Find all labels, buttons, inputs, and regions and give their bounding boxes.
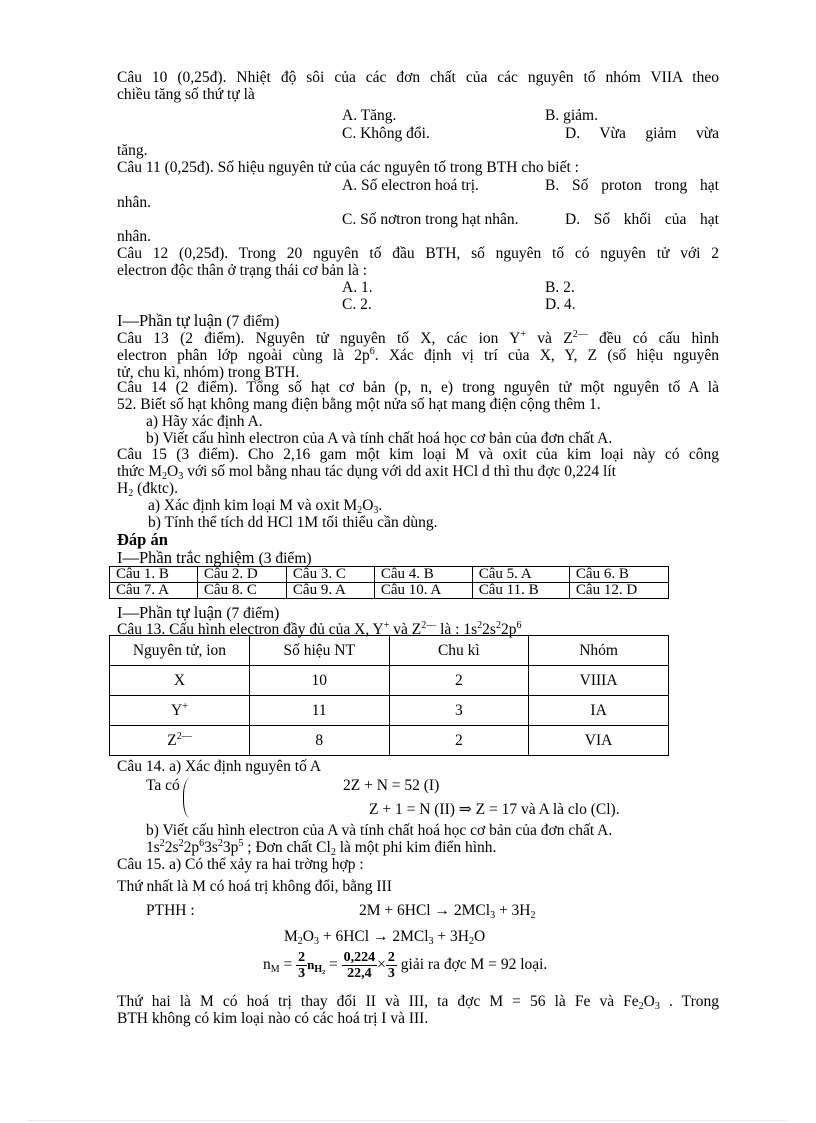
answer-cell: Câu 11. B xyxy=(472,583,569,599)
q10-option-d: D. Vừa giảm vừa xyxy=(565,125,719,142)
part1-heading: I—Phần trắc nghiệm (3 điểm) xyxy=(117,548,312,567)
table-row xyxy=(110,666,669,696)
answer-cell: Câu 6. B xyxy=(569,567,668,583)
q11-line1: Câu 11 (0,25đ). Số hiệu nguyên tử của các nguyên tố trong BTH cho biết : xyxy=(117,159,579,176)
answer-cell: Câu 5. A xyxy=(472,567,569,583)
q13-line1: Câu 13 (2 điểm). Nguyên tử nguyên tố X, các ion Y+ và $Z^{2—}$ đều có cấu hình xyxy=(117,329,720,347)
period-cell: 2 xyxy=(389,666,529,696)
implies-icon: ⇒ xyxy=(458,801,472,818)
s14-config: $1s^22s^22p^63s^23p^5$ ; Đơn chất $Cl_2$ là một phi kim điển hình. xyxy=(146,838,497,858)
s15-pthh: PTHH : xyxy=(146,902,195,919)
position-table xyxy=(109,635,669,756)
q14-line1: Câu 14 (2 điểm). Tổng số hạt cơ bản (p, n, e) trong nguyên tử một nguyên tố A là xyxy=(117,379,719,396)
q15-part-b: b) Tính thể tích dd HCl 1M tối thiểu cần dùng. xyxy=(148,514,438,531)
q10-cont: tăng. xyxy=(117,142,148,159)
q14-part-a: a) Hãy xác định A. xyxy=(146,413,263,430)
page-edge xyxy=(28,1120,788,1121)
part2-heading: I—Phần tự luận (7 điểm) xyxy=(117,311,280,330)
table-row xyxy=(110,696,669,726)
q12-line1: Câu 12 (0,25đ). Trong 20 nguyên tố đầu BTH, số nguyên tố có nguyên tử với 2 xyxy=(117,245,719,262)
answer-cell: Câu 2. D xyxy=(197,567,286,583)
atomic-number-cell: 10 xyxy=(249,666,389,696)
fraction: $\frac{2}{3}$ xyxy=(298,949,306,981)
q13-line2: electron phân lớp ngoài cùng là $2p^6$. Xác định vị trí của X, Y, Z (số hiệu nguyên xyxy=(117,346,719,364)
s15-line3: Thứ hai là M có hoá trị thay đổi II và III, ta đợc M = 56 là Fe và $Fe_2O_3$ . Trong xyxy=(117,993,719,1012)
s15-line4: BTH không có kim loại nào có các hoá trị I và III. xyxy=(117,1010,429,1027)
q10-option-c: C. Không đổi. xyxy=(342,125,430,142)
s14-taco: Ta có xyxy=(146,777,180,794)
q11-option-b: B. Số proton trong hạt xyxy=(545,177,719,194)
header-cell: Nguyên tử, ion xyxy=(110,636,250,666)
q12-option-c: C. 2. xyxy=(342,296,372,313)
s15-reaction1: $2M + 6HCl \to 2MCl_3 + 3H_2$ xyxy=(359,902,536,921)
species-cell: X xyxy=(110,666,250,696)
q12-option-b: B. 2. xyxy=(545,279,575,296)
answer-cell: Câu 3. C xyxy=(286,567,374,583)
s14-title: Câu 14. a) Xác định nguyên tố A xyxy=(117,758,322,775)
brace-icon xyxy=(183,778,190,818)
s15-line1: Câu 15. a) Có thể xảy ra hai trờng hợp : xyxy=(117,856,364,873)
answer-cell: Câu 4. B xyxy=(374,567,472,583)
answer-cell: Câu 1. B xyxy=(110,567,198,583)
arrow-right-icon: → xyxy=(434,902,450,919)
group-cell: VIA xyxy=(529,726,669,756)
answer-cell: Câu 12. D xyxy=(569,583,668,599)
answer-cell: Câu 9. A xyxy=(286,583,374,599)
s13-config: Câu 13. Cấu hình electron đầy đủ của X, Y+ và $Z^{2—}$ là : $1s^22s^22p^6$ xyxy=(117,620,522,638)
q10-line2: chiều tăng số thứ tự là xyxy=(117,86,255,103)
q14-part-b: b) Viết cấu hình electron của A và tính chất hoá học cơ bản của đơn chất A. xyxy=(146,430,613,447)
answer-cell: Câu 8. C xyxy=(197,583,286,599)
q11-option-c: C. Số nơtron trong hạt nhân. xyxy=(342,211,519,228)
group-cell: IA xyxy=(529,696,669,726)
q11-cont2: nhân. xyxy=(117,228,152,245)
answer-row-2 xyxy=(110,583,669,599)
answer-cell: Câu 7. A xyxy=(110,583,198,599)
q13-line3: tử, chu kì, nhóm) trong BTH. xyxy=(117,364,300,381)
header-cell: Số hiệu NT xyxy=(249,636,389,666)
species-cell: Y+ xyxy=(110,696,250,726)
q15-line1: Câu 15 (3 điểm). Cho 2,16 gam một kim loại M và oxit của kim loại này có công xyxy=(117,446,719,463)
q10-option-b: B. giảm. xyxy=(545,107,598,124)
s14-eq1: 2Z + N = 52 (I) xyxy=(343,777,440,794)
fraction: $\frac{2}{3}$ xyxy=(387,949,395,981)
atomic-number-cell: 11 xyxy=(249,696,389,726)
q14-line2: 52. Biết số hạt không mang điện bằng một nửa số hạt mang điện cộng thêm 1. xyxy=(117,396,601,413)
q15-line2: thức $M_2O_3$ với số mol bằng nhau tác dụng với dd axit HCl d thì thu đợc 0,224 lít xyxy=(117,463,616,482)
atomic-number-cell: 8 xyxy=(249,726,389,756)
table-row xyxy=(110,726,669,756)
q10-option-a: A. Tăng. xyxy=(342,107,397,124)
species-cell: $Z^{2—}$ xyxy=(110,726,250,756)
q15-line3: $H_2$ (đktc). xyxy=(117,480,178,499)
s14-part-b: b) Viết cấu hình electron của A và tính chất hoá học cơ bản của đơn chất A. xyxy=(146,822,613,839)
q12-option-d: D. 4. xyxy=(545,296,576,313)
header-cell: Nhóm xyxy=(529,636,669,666)
period-cell: 3 xyxy=(389,696,529,726)
arrow-right-icon: → xyxy=(372,928,389,945)
group-cell: VIIIA xyxy=(529,666,669,696)
s14-eq2: Z + 1 = N (II) ⇒ Z = 17 và A là clo (Cl). xyxy=(369,801,620,818)
position-table-header xyxy=(110,636,669,666)
q11-option-d: D. Số khối của hạt xyxy=(565,211,719,228)
q12-option-a: A. 1. xyxy=(342,279,373,296)
answer-row-1 xyxy=(110,567,669,583)
part2b-heading: I—Phần tự luận (7 điểm) xyxy=(117,603,280,622)
q11-cont1: nhân. xyxy=(117,194,152,211)
answer-title: Đáp án xyxy=(117,530,168,549)
q11-option-a: A. Số electron hoá trị. xyxy=(342,177,479,194)
s15-mole-calc: $n_M$ = $\frac{2}{3}$ $n_{H_2}$ = $\frac{0,224}{22,4}$ × $\frac{2}{3}$ giải ra đợc M = 92 loại. xyxy=(263,949,548,981)
q10-line1: Câu 10 (0,25đ). Nhiệt độ sôi của các đơn chất của các nguyên tố nhóm VIIA theo xyxy=(117,69,719,86)
header-cell: Chu kì xyxy=(389,636,529,666)
q12-line2: electron độc thân ở trạng thái cơ bản là : xyxy=(117,262,368,279)
period-cell: 2 xyxy=(389,726,529,756)
answer-cell: Câu 10. A xyxy=(374,583,472,599)
fraction: $\frac{0,224}{22,4}$ xyxy=(343,949,376,981)
answer-key-table xyxy=(109,566,669,599)
q15-part-a: a) Xác định kim loại M và oxit $M_2O_3$. xyxy=(148,497,383,516)
s15-line2: Thứ nhất là M có hoá trị không đổi, bằng III xyxy=(117,878,392,895)
s15-reaction2: $M_2O_3 + 6HCl \to 2MCl_3 + 3H_2O$ xyxy=(284,928,486,947)
